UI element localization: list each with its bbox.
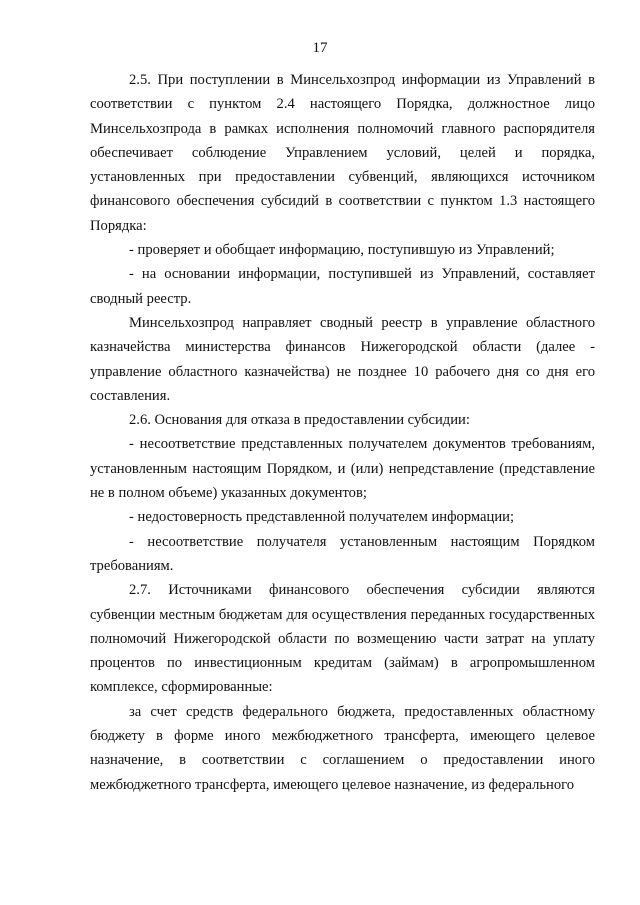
document-body [90,68,595,797]
list-item-compose-registry: - на основании информации, поступившей из Управлений, составляет сводный реестр. [90,266,595,307]
page-number: 17 [312,40,328,56]
paragraph-2-7: 2.7. Источниками финансового обеспечения субсидии являются субвенции местным бюджетам для осуществления переданных государственных полномочий Нижегородской области по возмещению части затрат на уплату процентов по инвестиционным кредитам (займам) в агропромышленном комплексе, сформированные: [90,582,595,696]
paragraph-federal-funds: за счет средств федерального бюджета, предоставленных областному бюджету в форме иного межбюджетного трансферта, имеющего целевое назначение, в соответствии с соглашением о предоставлении иного межбюджетного трансферта, имеющего целевое назначение, из федерального [90,703,595,793]
paragraph-2-5: 2.5. При поступлении в Минсельхозпрод информации из Управлений в соответствии с пунктом 2.4 настоящего Порядка, должностное лицо Минсельхозпрода в рамках исполнения полномочий главного распорядителя обеспечивает соблюдение Управлением условий, целей и порядка, установленных при предоставлении субвенций, являющихся источником финансового обеспечения субсидий в соответствии с пунктом 1.3 настоящего Порядка: [90,72,595,234]
list-item-docs-mismatch: - несоответствие представленных получателем документов требованиям, установленным настоящим Порядком, и (или) непредставление (представление не в полном объеме) указанных документов; [90,436,595,502]
list-item-false-info: - недостоверность представленной получателем информации; [129,509,514,526]
paragraph-2-6: 2.6. Основания для отказа в предоставлении субсидии: [129,412,470,429]
paragraph-registry-sending: Минсельхозпрод направляет сводный реестр в управление областного казначейства министерства финансов Нижегородской области (далее - управление областного казначейства) не позднее 10 рабочего дня со дня его составления. [90,314,595,404]
list-item-check-info: - проверяет и обобщает информацию, поступившую из Управлений; [129,242,555,259]
list-item-requirements-mismatch: - несоответствие получателя установленным настоящим Порядком требованиям. [90,533,595,574]
